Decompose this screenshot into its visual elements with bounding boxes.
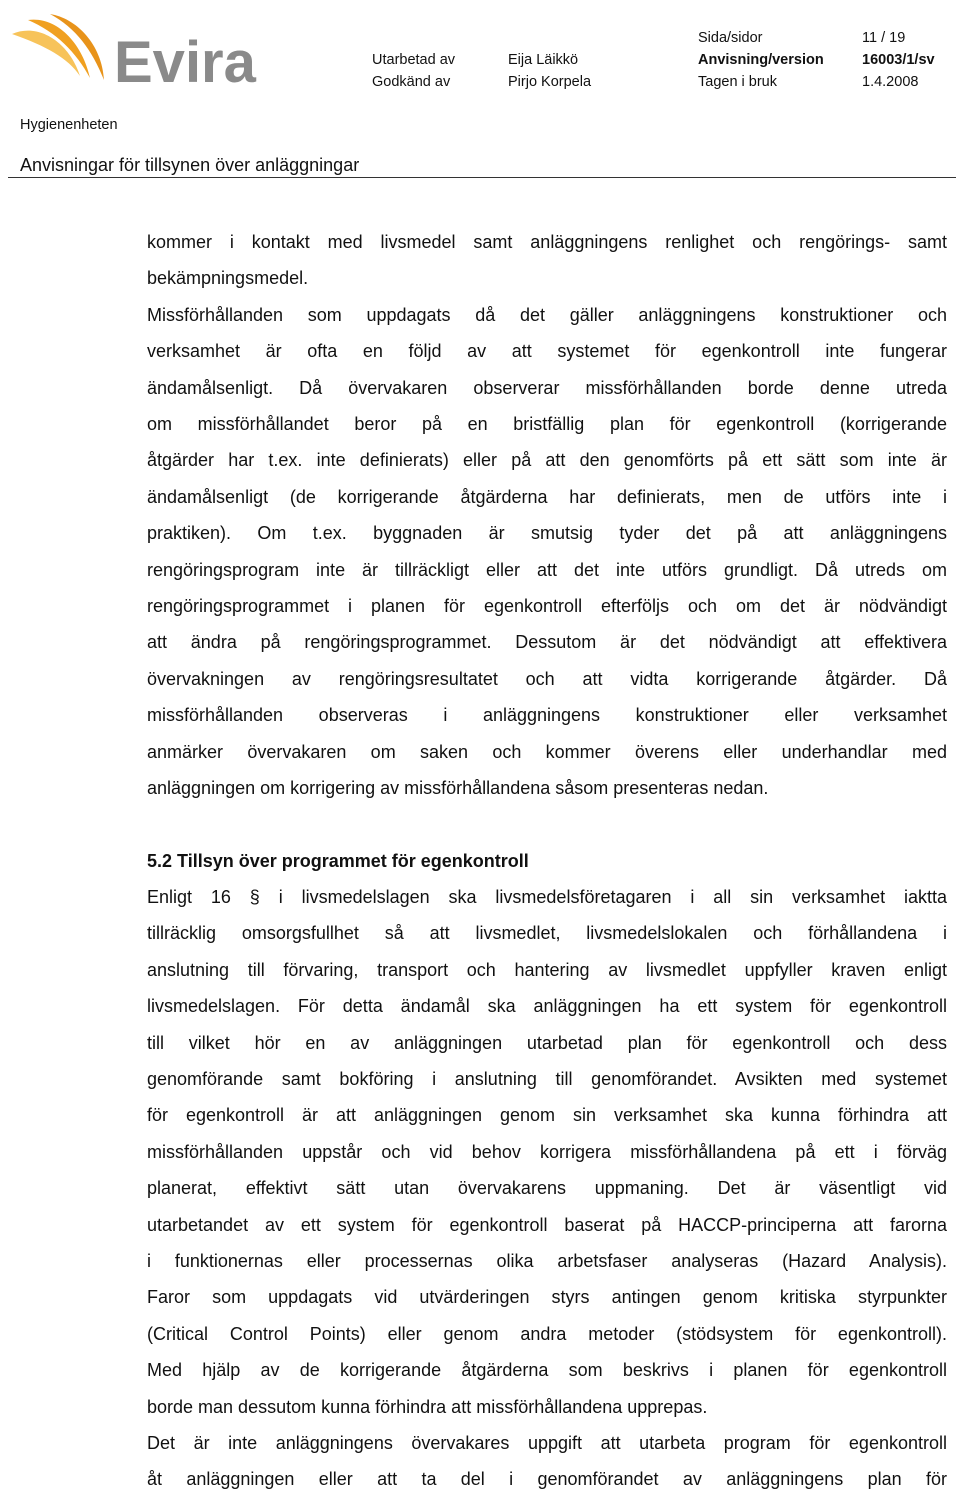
- page-content: [147, 224, 947, 1498]
- text-line: verksamhet är ofta en följd av att systemet för egenkontroll inte fungerar: [147, 341, 947, 362]
- text-line: åt anläggningen eller att ta del i genomförandet av anläggningens plan för: [147, 1469, 947, 1490]
- text-line: genomförande samt bokföring i anslutning till genomförandet. Avsikten med systemet: [147, 1068, 947, 1089]
- header-divider: [8, 177, 956, 178]
- text-line: missförhållanden observeras i anläggningens konstruktioner eller verksamhet: [147, 705, 947, 726]
- text-line: anslutning till förvaring, transport och hantering av livsmedlet uppfyller kraven enligt: [147, 959, 947, 980]
- page-value: 11 / 19: [862, 30, 906, 46]
- text-line: missförhållanden uppstår och vid behov korrigera missförhållandena på ett i förväg: [147, 1141, 947, 1162]
- text-line: (Critical Control Points) eller genom andra metoder (stödsystem för egenkontroll).: [147, 1323, 947, 1344]
- text-line: för egenkontroll är att anläggningen genom sin verksamhet ska kunna förhindra att: [147, 1105, 947, 1126]
- text-line: i funktionernas eller processernas olika arbetsfaser analyseras (Hazard Analysis).: [147, 1250, 947, 1271]
- text-line: bekämpningsmedel.: [147, 268, 309, 289]
- text-line: livsmedelslagen. För detta ändamål ska anläggningen ha ett system för egenkontroll: [147, 996, 947, 1017]
- document-title: Anvisningar för tillsynen över anläggningar: [20, 155, 360, 175]
- text-line: Det är inte anläggningens övervakares uppgift att utarbeta program för egenkontroll: [147, 1433, 947, 1453]
- text-line: anläggningen om korrigering av missförhållandena såsom presenteras nedan.: [147, 778, 769, 799]
- text-line: utarbetandet av ett system för egenkontroll baserat på HACCP-principerna att farorna: [147, 1214, 947, 1235]
- text-line: rengöringsprogram inte är tillräckligt eller att det inte utförs grundligt. Då utreds om: [147, 559, 947, 580]
- text-line: ändamålsenligt. Då övervakaren observerar missförhållanden borde denne utreda: [147, 377, 947, 398]
- text-line: ändamålsenligt (de korrigerande åtgärderna har definierats, men de utförs inte i: [147, 486, 947, 507]
- text-line: Faror som uppdagats vid utvärderingen styrs antingen genom kritiska styrpunkter: [147, 1287, 947, 1308]
- text-line: planerat, effektivt sätt utan övervakarens uppmaning. Det är väsentligt vid: [147, 1178, 947, 1199]
- text-line: rengöringsprogrammet i planen för egenkontroll efterföljs och om det är nödvändigt: [147, 596, 947, 617]
- department: Hygienenheten: [20, 117, 118, 133]
- paragraph-3: [147, 879, 947, 1425]
- text-line: tillräcklig omsorgsfullhet så att livsmedlet, livsmedelslokalen och förhållandena i: [147, 923, 947, 944]
- text-line: Med hjälp av de korrigerande åtgärderna som beskrivs i planen för egenkontroll: [147, 1360, 947, 1381]
- version-value: 16003/1/sv: [862, 52, 935, 68]
- paragraph-1: [147, 224, 947, 297]
- text-line: anmärker övervakaren om saken och kommer överens eller underhandlar med: [147, 741, 947, 762]
- version-label: Anvisning/version: [698, 52, 824, 68]
- prepared-value: Eija Läikkö: [508, 52, 579, 68]
- text-line: Missförhållanden som uppdagats då det gäller anläggningens konstruktioner och: [147, 304, 947, 325]
- paragraph-4: [147, 1425, 947, 1498]
- text-line: praktiken). Om t.ex. byggnaden är smutsig tyder det på att anläggningens: [147, 523, 947, 544]
- text-line: Enligt 16 § i livsmedelslagen ska livsmedelsföretagaren i all sin verksamhet iaktta: [147, 886, 947, 907]
- text-line: om missförhållandet beror på en bristfällig plan för egenkontroll (korrigerande: [147, 414, 947, 435]
- text-line: att ändra på rengöringsprogrammet. Dessutom är det nödvändigt att effektivera: [147, 632, 947, 653]
- text-line: kommer i kontakt med livsmedel samt anläggningens renlighet och rengörings- samt: [147, 232, 947, 252]
- approved-value: Pirjo Korpela: [508, 74, 592, 90]
- text-line: borde man dessutom kunna förhindra att missförhållandena upprepas.: [147, 1396, 708, 1417]
- prepared-label: Utarbetad av: [372, 52, 456, 68]
- approved-label: Godkänd av: [372, 74, 451, 90]
- in-use-value: 1.4.2008: [862, 74, 919, 90]
- section-heading: 5.2 Tillsyn över programmet för egenkontroll: [147, 850, 529, 871]
- in-use-label: Tagen i bruk: [698, 74, 777, 90]
- text-line: till vilket hör en av anläggningen utarbetad plan för egenkontroll och dess: [147, 1032, 947, 1053]
- text-line: övervakningen av rengöringsresultatet och att vidta korrigerande åtgärder. Då: [147, 668, 947, 689]
- evira-logo: [10, 14, 270, 94]
- text-line: åtgärder har t.ex. inte definierats) eller på att den genomförts på ett sätt som inte är: [147, 450, 947, 471]
- paragraph-2: [147, 297, 947, 807]
- page-label: Sida/sidor: [698, 30, 763, 46]
- svg-text:Evira: Evira: [114, 30, 256, 94]
